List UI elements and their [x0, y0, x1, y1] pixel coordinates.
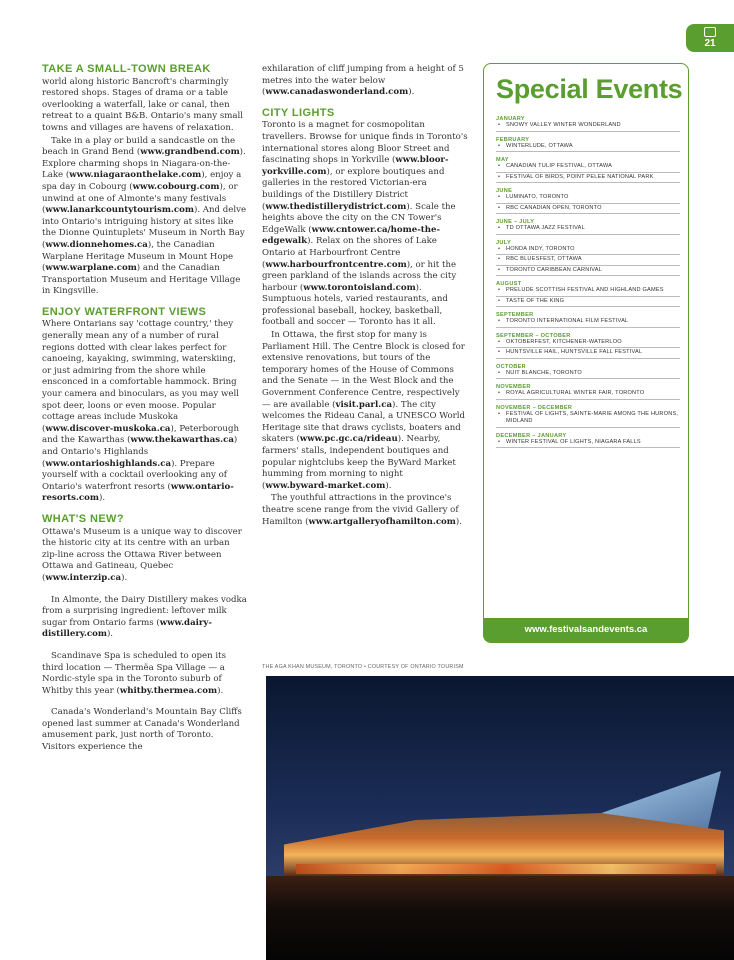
- event-divider: [496, 254, 680, 255]
- magazine-logo-icon: [704, 27, 716, 37]
- url-link[interactable]: www.bloor-yorkville.com: [262, 155, 449, 177]
- event-month: SEPTEMBER: [496, 312, 534, 318]
- section-heading: ENJOY WATERFRONT VIEWS: [42, 305, 207, 318]
- body-paragraph: The youthful attractions in the province's theatre scene range from the vivid Gallery of Hamilton (www.artgalleryofhamilton.com).: [262, 493, 462, 527]
- body-paragraph: Toronto is a magnet for cosmopolitan travellers. Browse for unique finds in Toronto's international stores along Bloor Street and fascinating shops in Yorkville (www.bloor-yorkville.com), or explore boutiques and galleries in the restored Victorian-era buildings of the Distillery District (www.thedistillerydistrict.com). Scale the heights above the city on the CN Tower's EdgeWalk (www.cntower.ca/home-the-edgewalk). Relax on the shores of Lake Ontario at Harbourfront Centre (www.harbourfrontcentre.com), or hit the green parkland of the islands across the city harbour (www.torontoisland.com). Sumptuous hotels, varied restaurants, and professional baseball, hockey, basketball, football and soccer — Toronto has it all.: [262, 120, 468, 328]
- event-divider: [496, 447, 680, 448]
- event-divider: [496, 265, 680, 266]
- body-paragraph: In Ottawa, the first stop for many is Parliament Hill. The Centre Block is closed for extensive renovations, but tours of the temporary homes of the House of Commons and the Senate — in the West Block and the Government Conference Centre, respectively — are available (visit.parl.ca). The city welcomes the Rideau Canal, a UNESCO World Heritage site that draws cyclists, boaters and skaters (www.pc.gc.ca/rideau). Nearby, farmers' stalls, independent boutiques and popular nightclubs keep the ByWard Market humming from morning to night (www.byward-market.com).: [262, 330, 466, 491]
- url-link[interactable]: www.grandbend.com: [140, 147, 240, 158]
- photo-credit: THE AGA KHAN MUSEUM, TORONTO • COURTESY OF ONTARIO TOURISM: [262, 664, 464, 670]
- url-link[interactable]: www.byward-market.com: [265, 480, 386, 491]
- section-heading: CITY LIGHTS: [262, 106, 335, 119]
- url-link[interactable]: www.artgalleryofhamilton.com: [308, 516, 456, 527]
- url-link[interactable]: www.cntower.ca/home-the-edgewalk: [262, 224, 441, 247]
- body-paragraph: Canada's Wonderland's Mountain Bay Cliffs opened last summer at Canada's Wonderland amusement park, just north of Toronto. Visitors experience the: [42, 707, 242, 753]
- event-divider: [496, 378, 680, 379]
- url-link[interactable]: www.interzip.ca: [45, 572, 122, 583]
- event-month: JANUARY: [496, 116, 525, 122]
- event-divider: [496, 131, 680, 132]
- event-month: JUNE: [496, 188, 513, 194]
- url-link[interactable]: whitby.thermea.com: [119, 685, 218, 696]
- url-link[interactable]: www.canadaswonderland.com: [265, 87, 409, 98]
- url-link[interactable]: www.thedistillerydistrict.com: [265, 201, 407, 212]
- event-item: • OKTOBERFEST, KITCHENER-WATERLOO: [496, 339, 680, 347]
- page-number-tab: [686, 24, 734, 52]
- body-paragraph: Ottawa's Museum is a unique way to discover the historic city at its centre with an urban zip-line across the Ottawa River between Ottawa and Gatineau, Quebec (www.interzip.ca).: [42, 526, 242, 583]
- event-divider: [496, 327, 680, 328]
- url-link[interactable]: www.niagaraonthelake.com: [69, 170, 202, 181]
- event-item: • HONDA INDY, TORONTO: [496, 246, 680, 254]
- event-item: • WINTERLUDE, OTTAWA: [496, 143, 680, 151]
- body-paragraph: world along historic Bancroft's charmingly restored shops. Stages of drama or a table overlooking a waterfall, lake or canal, then retreat to a quaint B&B. Ontario's many small towns and villages are havens of relaxation.: [42, 76, 244, 133]
- event-divider: [496, 151, 680, 152]
- event-month: NOVEMBER: [496, 384, 531, 390]
- event-divider: [496, 182, 680, 183]
- event-item: • FESTIVAL OF LIGHTS, SAINTE-MARIE AMONG THE HURONS, MIDLAND: [496, 411, 680, 426]
- event-item: • TORONTO CARIBBEAN CARNIVAL: [496, 267, 680, 275]
- event-divider: [496, 296, 680, 297]
- event-divider: [496, 203, 680, 204]
- url-link[interactable]: www.lanarkcountytourism.com: [45, 205, 194, 216]
- event-divider: [496, 347, 680, 348]
- section-heading: WHAT'S NEW?: [42, 512, 124, 525]
- event-item: • PRELUDE SCOTTISH FESTIVAL AND HIGHLAND GAMES: [496, 287, 680, 295]
- event-item: • TORONTO INTERNATIONAL FILM FESTIVAL: [496, 318, 680, 326]
- event-item: • FESTIVAL OF BIRDS, POINT PELEE NATIONAL PARK: [496, 174, 680, 182]
- event-month: AUGUST: [496, 281, 522, 287]
- event-item: • NUIT BLANCHE, TORONTO: [496, 370, 680, 378]
- event-item: • LUMINATO, TORONTO: [496, 194, 680, 202]
- body-paragraph: Scandinave Spa is scheduled to open its third location — Thermëa Spa Village — a Nordic-style spa in the Toronto suburb of Whitby this year (whitby.thermea.com).: [42, 650, 227, 696]
- page-number: 21: [704, 38, 716, 49]
- url-link[interactable]: www.ontarioshighlands.ca: [45, 458, 172, 469]
- body-paragraph: Where Ontarians say 'cottage country,' they generally mean any of a number of rural regions dotted with clear lakes perfect for canoeing, kayaking, swimming, waterskiing, or just admiring from the shore while ensconced in a comfortable hammock. Bring your camera and binoculars, as you may well spot deer, loons or even moose. Popular cottage areas include Muskoka (www.discover-muskoka.ca), Peterborough and the Kawarthas (www.thekawarthas.ca) and Ontario's Highlands (www.ontarioshighlands.ca). Prepare yourself with a cocktail overlooking any of Ontario's waterfront resorts (www.ontario-resorts.com).: [42, 319, 239, 504]
- event-divider: [496, 213, 680, 214]
- url-link[interactable]: www.torontoisland.com: [303, 282, 416, 293]
- event-month: OCTOBER: [496, 363, 526, 370]
- url-link[interactable]: www.dairy-distillery.com: [42, 617, 212, 640]
- url-link[interactable]: www.cobourg.com: [132, 181, 220, 192]
- special-events-box: [483, 63, 689, 643]
- url-link[interactable]: www.warplane.com: [45, 263, 137, 274]
- aga-khan-museum-photo: [266, 676, 734, 960]
- museum-ground-shape: [266, 876, 734, 960]
- event-item: • RBC BLUESFEST, OTTAWA: [496, 256, 680, 264]
- event-divider: [496, 427, 680, 428]
- event-item: • HUNTSVILLE HAIL, HUNTSVILLE FALL FESTIVAL: [496, 349, 680, 357]
- article-column-2: [262, 64, 468, 529]
- url-link[interactable]: www.ontario-resorts.com: [42, 481, 234, 504]
- body-paragraph: exhilaration of cliff jumping from a height of 5 metres into the water below (www.canadaswonderland.com).: [262, 64, 464, 98]
- event-divider: [496, 358, 680, 359]
- event-item: • SNOWY VALLEY WINTER WONDERLAND: [496, 122, 680, 130]
- url-link[interactable]: www.dionnehomes.ca: [45, 239, 148, 250]
- event-month: JUNE – JULY: [496, 219, 535, 225]
- event-month: FEBRUARY: [496, 136, 530, 143]
- event-item: • RBC CANADIAN OPEN, TORONTO: [496, 205, 680, 213]
- event-month: MAY: [496, 157, 509, 163]
- event-item: • ROYAL AGRICULTURAL WINTER FAIR, TORONTO: [496, 390, 680, 398]
- event-month: JULY: [496, 239, 511, 246]
- event-divider: [496, 306, 680, 307]
- body-paragraph: In Almonte, the Dairy Distillery makes vodka from a surprising ingredient: leftover milk sugar from Ontario farms (www.dairy-distillery.com).: [42, 594, 247, 640]
- event-month: NOVEMBER – DECEMBER: [496, 404, 573, 411]
- special-events-title: Special Events: [496, 74, 683, 104]
- event-divider: [496, 399, 680, 400]
- event-month: DECEMBER – JANUARY: [496, 432, 567, 439]
- museum-lights-shape: [296, 864, 716, 874]
- event-item: • TD OTTAWA JAZZ FESTIVAL: [496, 225, 680, 233]
- event-item: • CANADIAN TULIP FESTIVAL, OTTAWA: [496, 163, 680, 171]
- url-link[interactable]: www.thekawarthas.ca: [130, 435, 234, 446]
- event-divider: [496, 172, 680, 173]
- event-divider: [496, 275, 680, 276]
- url-link[interactable]: www.pc.gc.ca/rideau: [299, 434, 398, 445]
- events-list: [496, 116, 680, 449]
- event-item: • WINTER FESTIVAL OF LIGHTS, NIAGARA FALLS: [496, 439, 680, 447]
- url-link[interactable]: visit.parl.ca: [335, 399, 393, 410]
- events-website-link[interactable]: www.festivalsandevents.ca: [484, 618, 688, 642]
- event-divider: [496, 234, 680, 235]
- event-month: SEPTEMBER – OCTOBER: [496, 332, 571, 339]
- body-paragraph: Take in a play or build a sandcastle on the beach in Grand Bend (www.grandbend.com). Explore charming shops in Niagara-on-the-Lake (www.niagaraonthelake.com), enjoy a spa day in Cobourg (www.cobourg.com), or unwind at one of Almonte's many festivals (www.lanarkcountytourism.com). And delve into Ontario's intriguing history at sites like the Dionne Quintuplets' Museum in North Bay (www.dionnehomes.ca), the Canadian Warplane Heritage Museum in Mount Hope (www.warplane.com) and the Canadian Transportation Museum and Heritage Village in Kingsville.: [42, 135, 247, 297]
- url-link[interactable]: www.harbourfrontcentre.com: [265, 259, 407, 270]
- article-column-1: [42, 64, 247, 755]
- section-heading: TAKE A SMALL-TOWN BREAK: [42, 63, 211, 75]
- event-item: • TASTE OF THE KING: [496, 298, 680, 306]
- url-link[interactable]: www.discover-muskoka.ca: [45, 423, 171, 434]
